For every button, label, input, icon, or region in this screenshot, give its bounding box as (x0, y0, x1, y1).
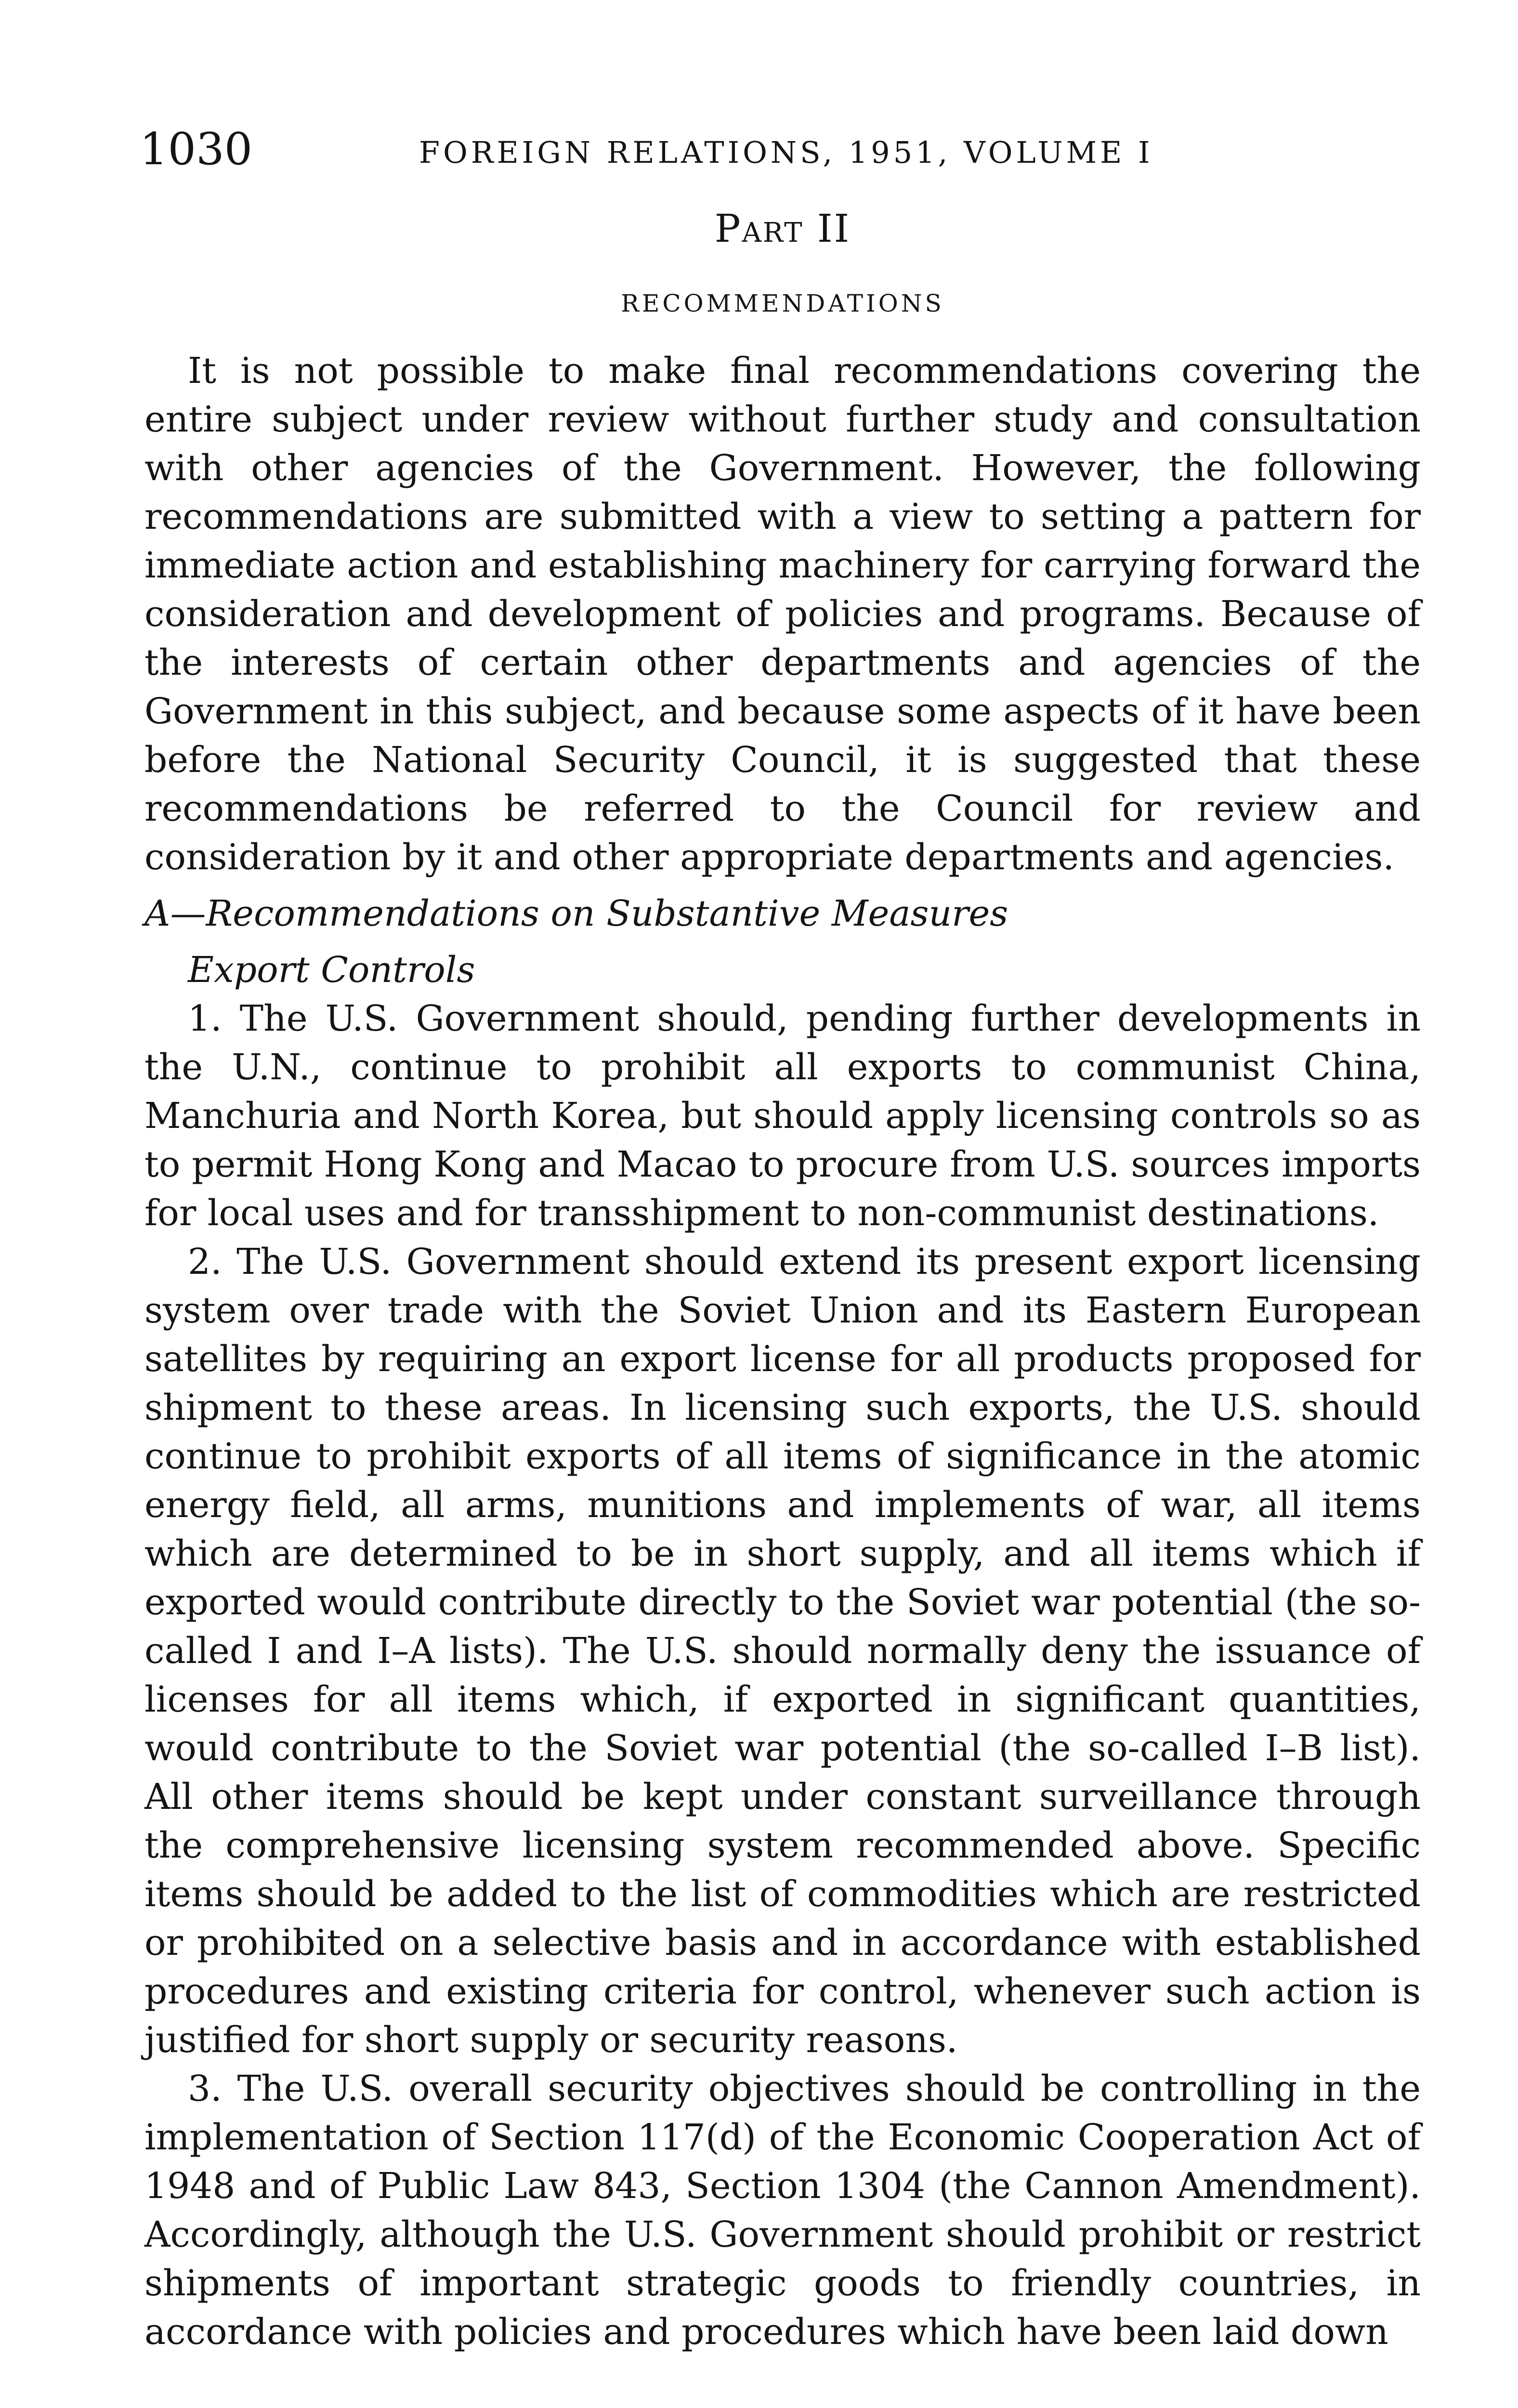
recommendation-3: 3. The U.S. overall security objectives should be controlling in the implementation of Section 117(d) of the Economic Cooperation Act of 1948 and of Public Law 843, Section 1304 (the Cannon Amendment). Accordingly, although the U.S. Government should prohibit or restrict shipments of important strategic goods to friendly countries, in accordance with policies and procedures which have been laid down (144, 2068, 1421, 2353)
body-text (144, 347, 1421, 2356)
subheading-substantive-measures: A—Recommendations on Substantive Measures (144, 893, 1008, 934)
running-title: FOREIGN RELATIONS, 1951, VOLUME I (419, 135, 1153, 170)
page-number: 1030 (140, 123, 253, 175)
running-head (140, 123, 1426, 176)
section-heading: RECOMMENDATIONS (621, 289, 944, 317)
intro-paragraph: It is not possible to make final recommendations covering the entire subject under review without further study and consultation with other agencies of the Government. However, the following recommendations are submitted with a view to setting a pattern for immediate action and establishing machinery for carrying forward the consideration and development of policies and programs. Because of the interests of certain other departments and agencies of the Government in this subject, and because some aspects of it have been before the National Security Council, it is suggested that these recommendations be referred to the Council for review and consideration by it and other appropriate departments and agencies. (144, 350, 1421, 878)
subheading-export-controls: Export Controls (188, 949, 475, 991)
recommendation-2: 2. The U.S. Government should extend its present export licensing system over trade with the Soviet Union and its Eastern European satellites by requiring an export license for all products proposed for shipment to these areas. In licensing such exports, the U.S. should continue to prohibit exports of all items of significance in the atomic energy field, all arms, munitions and implements of war, all items which are determined to be in short supply, and all items which if exported would contribute directly to the Soviet war potential (the so-called I and I–A lists). The U.S. should normally deny the issuance of licenses for all items which, if exported in significant quantities, would contribute to the Soviet war potential (the so-called I–B list). All other items should be kept under constant surveillance through the comprehensive licensing system recommended above. Specific items should be added to the list of commodities which are restricted or prohibited on a selective basis and in accordance with established procedures and existing criteria for control, whenever such action is justified for short supply or security reasons. (144, 1241, 1421, 2061)
recommendation-1: 1. The U.S. Government should, pending further developments in the U.N., continue to prohibit all exports to communist China, Manchuria and North Korea, but should apply licensing controls so as to permit Hong Kong and Macao to procure from U.S. sources imports for local uses and for transshipment to non-communist destinations. (144, 998, 1421, 1234)
part-title: Part II (714, 206, 851, 251)
